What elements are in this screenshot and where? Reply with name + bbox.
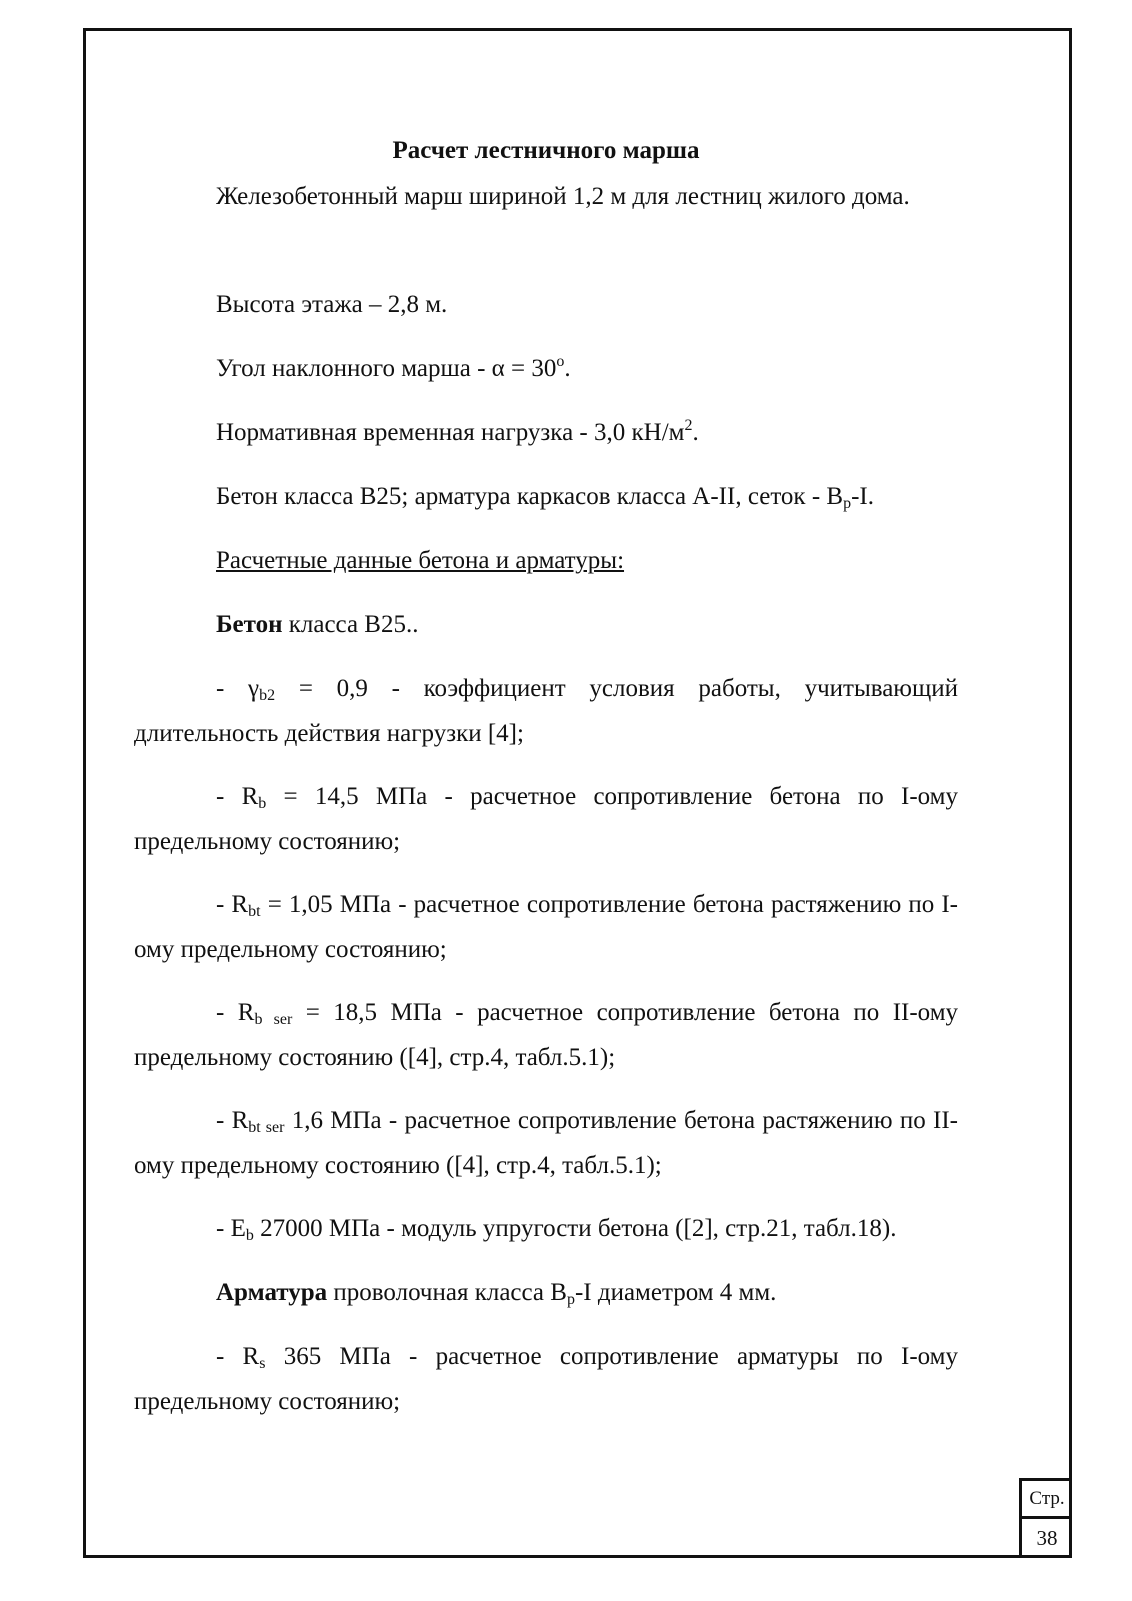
paragraph-11: - $R_{b ser} = 18,5$ МПа - расчетное сопротивление бетона по II-ому предельному состоянию ([4], стр.4, табл.5.1);	[134, 999, 959, 1071]
paragraph-8: - $\gamma_{b2} = 0,9$ - коэффициент условия работы, учитывающий длительность действия нагрузки [4];	[134, 675, 958, 747]
paragraph-15: - $R_s$ 365 МПа - расчетное сопротивление арматуры по I-ому предельному состоянию;	[134, 1343, 958, 1415]
paragraph-10: - $R_{bt} = 1,05$ МПа - расчетное сопротивление бетона растяжению по I-ому предельному состоянию;	[134, 891, 959, 963]
paragraph-9: - $R_b = 14,5$ МПа - расчетное сопротивление бетона по I-ому предельному состоянию;	[134, 783, 959, 855]
paragraph-5: Бетон класса В25; арматура каркасов класса А-II, сеток - $В_р-I$.	[216, 483, 874, 512]
page-number: 38	[1036, 1526, 1058, 1550]
document-title: Расчет лестничного марша	[392, 137, 700, 164]
paragraph-6	[134, 538, 958, 583]
paragraph-1: Железобетонный марш шириной 1,2 м для лестниц жилого дома.	[216, 183, 910, 210]
paragraph-4: Нормативная временная нагрузка - 3,0 $кН/м^2$.	[216, 417, 699, 446]
paragraph-12: - $R_{bt ser}$ 1,6 МПа - расчетное сопротивление бетона растяжению по II-ому предельному состоянию ([4], стр.4, табл.5.1);	[134, 1107, 958, 1179]
paragraph-7: Бетон класса В25..	[216, 611, 419, 638]
page-stamp	[1019, 1478, 1072, 1558]
paragraph-2: Высота этажа – 2,8 м.	[216, 291, 448, 318]
section-heading: Расчетные данные бетона и арматуры:	[216, 547, 625, 574]
paragraph-14: Арматура проволочная класса $В_р-I$ диаметром 4 мм.	[216, 1279, 777, 1308]
paragraph-3: Угол наклонного марша - $\alpha = 30^o$.	[216, 353, 571, 382]
page-stamp-label: Стр.	[1022, 1481, 1072, 1519]
paragraph-13: - $E_b$ 27000 МПа - модуль упругости бетона ([2], стр.21, табл.18).	[216, 1215, 897, 1244]
